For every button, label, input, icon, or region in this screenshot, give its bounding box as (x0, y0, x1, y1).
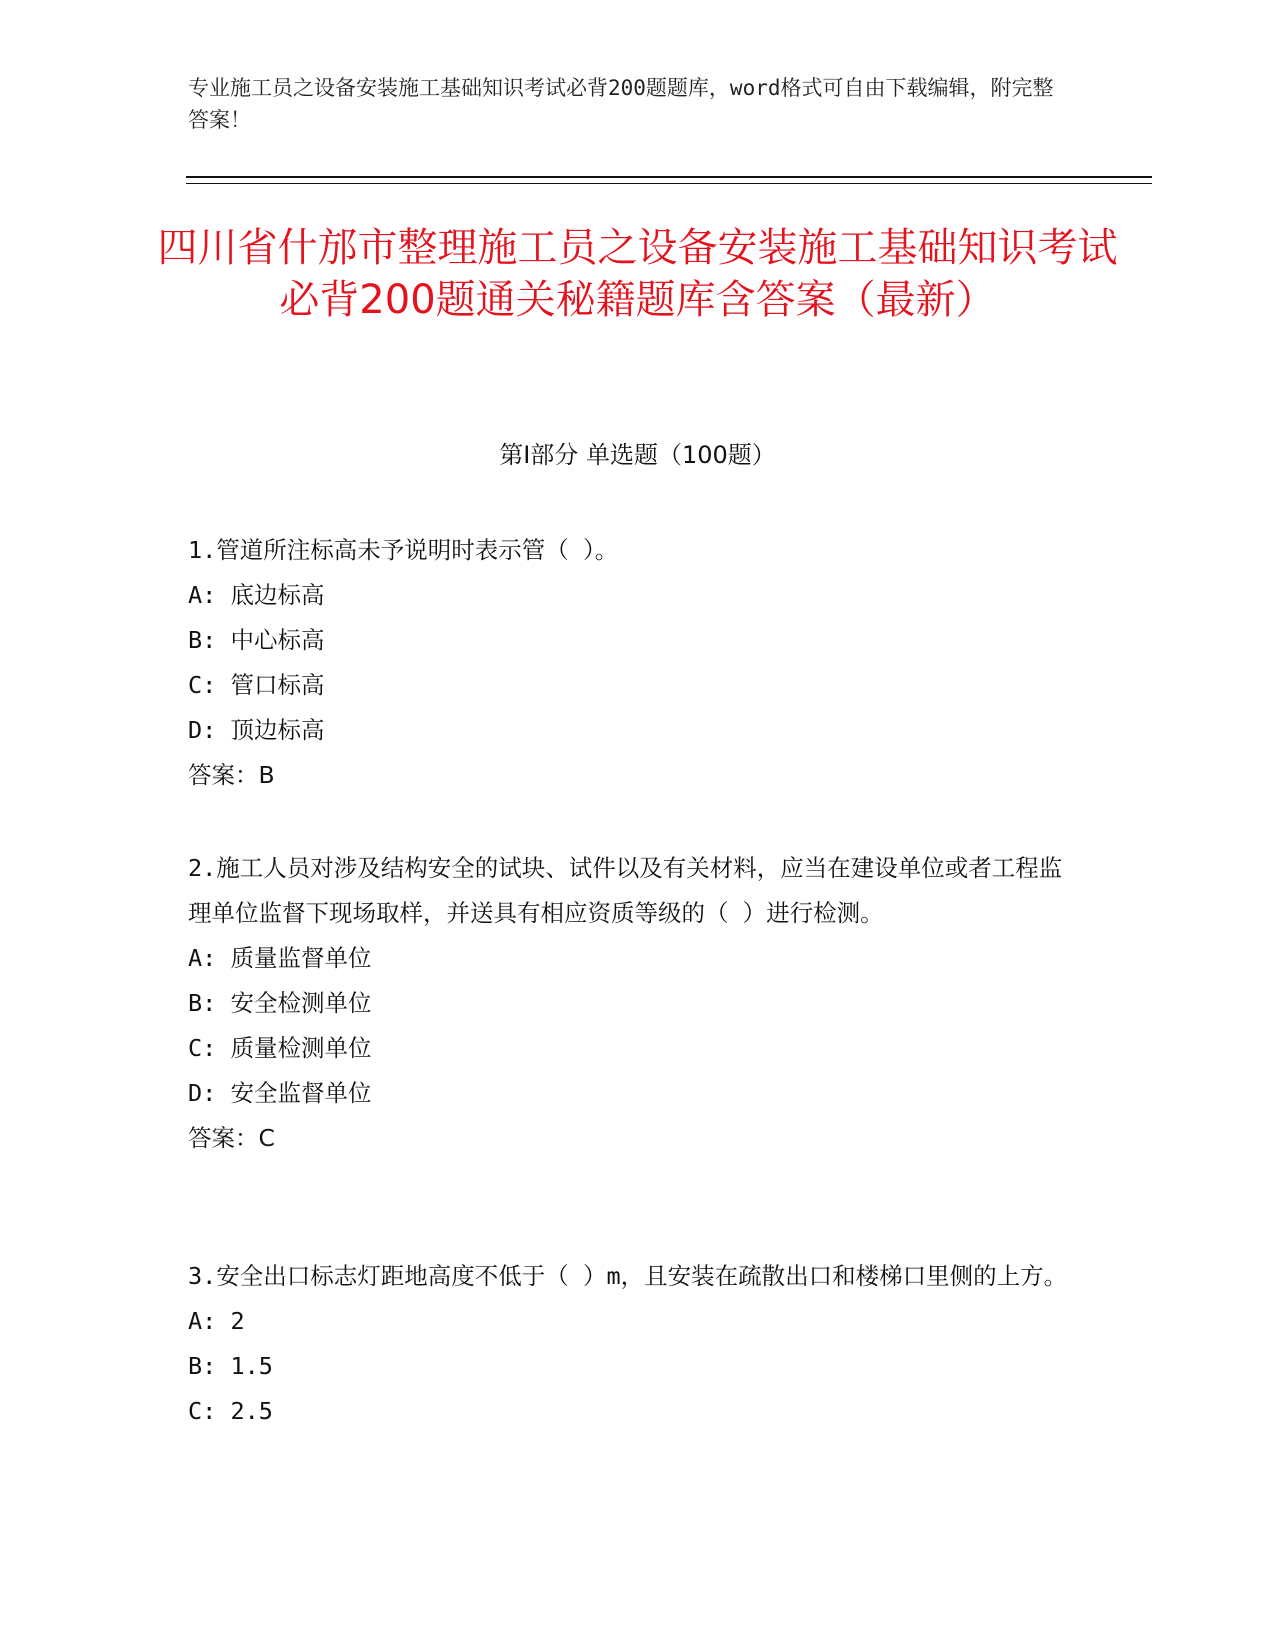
option-c: C: 管口标高 (188, 671, 325, 699)
answer: 答案：B (188, 761, 275, 789)
header-rule-thick (186, 176, 1152, 178)
option-a: A: 2 (188, 1307, 245, 1335)
section-title: 第Ⅰ部分 单选题（100题） (499, 441, 776, 469)
answer: 答案：C (188, 1124, 275, 1152)
option-a: A: 底边标高 (188, 581, 325, 609)
header-rule-thin (186, 183, 1152, 184)
question-stem: 3.安全出口标志灯距地高度不低于（ ）m，且安装在疏散出口和楼梯口里侧的上方。 (188, 1262, 1068, 1290)
question-2 (188, 846, 1068, 1161)
option-b: B: 1.5 (188, 1352, 273, 1380)
option-a: A: 质量监督单位 (188, 944, 372, 972)
question-stem: 2.施工人员对涉及结构安全的试块、试件以及有关材料，应当在建设单位或者工程监理单位监督下现场取样，并送具有相应资质等级的（ ）进行检测。 (188, 854, 1063, 927)
option-d: D: 顶边标高 (188, 716, 325, 744)
header-note: 专业施工员之设备安装施工基础知识考试必背200题题库，word格式可自由下载编辑，附完整答案！ (188, 76, 1054, 132)
option-b: B: 安全检测单位 (188, 989, 372, 1017)
option-b: B: 中心标高 (188, 626, 325, 654)
option-c: C: 2.5 (188, 1397, 273, 1425)
document-title: 四川省什邡市整理施工员之设备安装施工基础知识考试必背200题通关秘籍题库含答案（最新） (157, 225, 1118, 323)
option-d: D: 安全监督单位 (188, 1079, 372, 1107)
question-3 (188, 1254, 1068, 1434)
question-stem: 1.管道所注标高未予说明时表示管（ ）。 (188, 536, 619, 564)
question-1 (188, 528, 1068, 798)
option-c: C: 质量检测单位 (188, 1034, 372, 1062)
